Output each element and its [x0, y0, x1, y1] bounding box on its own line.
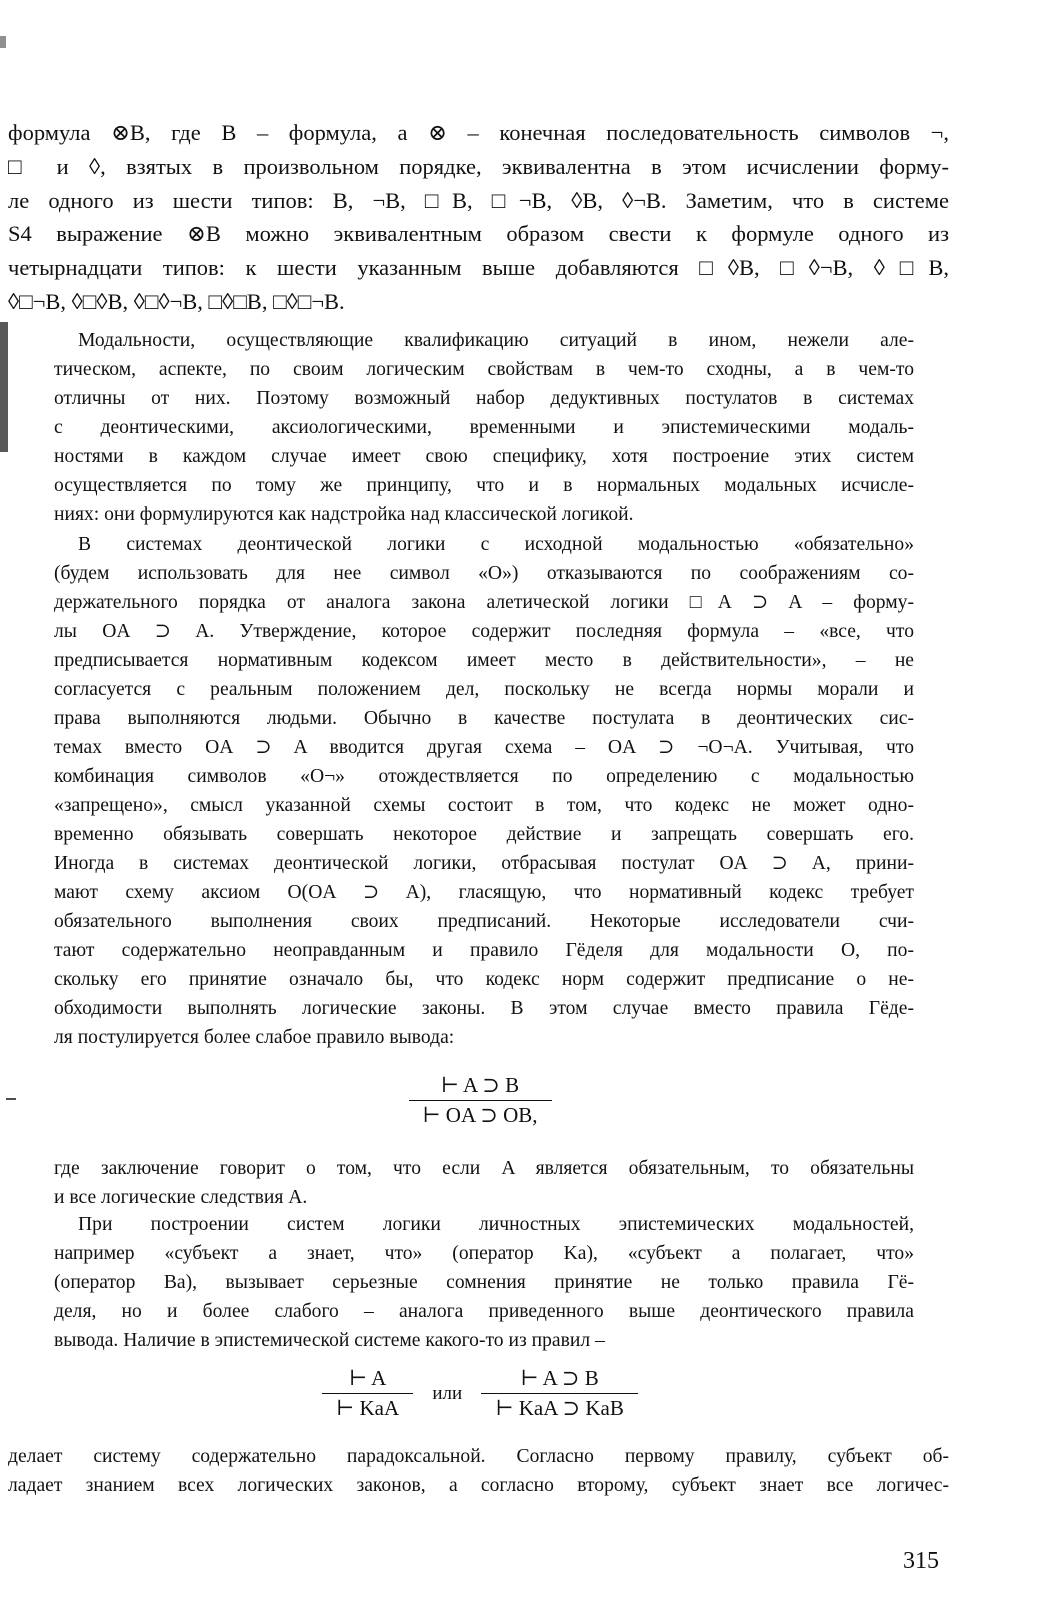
formula-inference-rule [380, 1073, 580, 1128]
fraction [409, 1073, 552, 1128]
text-line: и все логические следствия A. [54, 1187, 308, 1208]
text-line: делает систему содержательно парадоксальной. Согласно первому правилу, субъект об- [8, 1446, 949, 1467]
page-number: 315 [903, 1548, 939, 1574]
text-line: ля постулируется более слабое правило вывода: [54, 1027, 455, 1048]
text-line: тают содержательно неоправданным и правило Гёделя для модальности O, по- [54, 940, 914, 961]
formula-denominator: ⊢ OA ⊃ OB, [422, 1103, 538, 1127]
paragraph-5 [54, 1210, 914, 1355]
scan-mark-dash [6, 1098, 16, 1100]
text-line: (будем использовать для нее символ «O») отказываются по соображениям со- [54, 563, 914, 584]
fraction-left [322, 1366, 413, 1421]
text-line: временно обязывать совершать некоторое действие и запрещать совершать его. [54, 824, 914, 845]
paragraph-3 [54, 530, 914, 1052]
text-line: комбинация символов «O¬» отождествляется по определению с модальностью [54, 766, 914, 787]
text-line: держательного порядка от аналога закона алетической логики □A ⊃ A – форму- [54, 592, 914, 613]
text-line: темах вместо OA ⊃ A вводится другая схема – OA ⊃ ¬O¬A. Учитывая, что [54, 737, 914, 758]
text-line: При построении систем логики личностных эпистемических модальностей, [78, 1214, 914, 1235]
text-line: отличны от них. Поэтому возможный набор дедуктивных постулатов в системах [54, 388, 914, 409]
text-line: например «субъект a знает, что» (оператор Ka), «субъект a полагает, что» [54, 1243, 914, 1264]
paragraph-2 [54, 326, 914, 529]
scan-mark-top [0, 36, 6, 48]
paragraph-4 [54, 1154, 914, 1212]
scan-mark-left [0, 322, 8, 452]
paragraph-6 [8, 1442, 949, 1500]
fraction-right [481, 1366, 637, 1421]
text-line: Иногда в системах деонтической логики, отбрасывая постулат OA ⊃ A, прини- [54, 853, 914, 874]
text-line: мают схему аксиом O(OA ⊃ A), гласящую, что нормативный кодекс требует [54, 882, 914, 903]
text-line: ◊□¬B, ◊□◊B, ◊□◊¬B, □◊□B, □◊□¬B. [8, 288, 345, 314]
text-line: с деонтическими, аксиологическими, временными и эпистемическими модаль- [54, 417, 914, 438]
formula-numerator: ⊢ A ⊃ B [409, 1073, 552, 1101]
text-line: ле одного из шести типов: B, ¬B, □B, □¬B, ◊B, ◊¬B. Заметим, что в системе [8, 187, 949, 213]
paragraph-1 [8, 116, 949, 319]
text-line: ностями в каждом случае имеет свою специфику, хотя построение этих систем [54, 446, 914, 467]
text-line: скольку его принятие означало бы, что кодекс норм содержит предписание о не- [54, 969, 914, 990]
text-line: формула ⊗B, где B – формула, а ⊗ – конечная последовательность символов ¬, [8, 120, 949, 145]
text-line: (оператор Ba), вызывает серьезные сомнения принятие не только правила Гё- [54, 1272, 914, 1293]
text-line: тическом, аспекте, по своим логическим свойствам в чем-то сходны, а в чем-то [54, 359, 914, 380]
text-line: четырнадцати типов: к шести указанным выше добавляются □◊B, □◊¬B, ◊□B, [8, 255, 949, 281]
formula-connector: или [432, 1382, 463, 1404]
text-line: ниях: они формулируются как надстройка над классической логикой. [54, 504, 634, 525]
text-line: S4 выражение ⊗B можно эквивалентным образом свести к формуле одного из [8, 221, 949, 247]
text-line: обязательного выполнения своих предписаний. Некоторые исследователи счи- [54, 911, 914, 932]
formula-denominator: ⊢ KaA [336, 1396, 400, 1420]
text-line: где заключение говорит о том, что если A является обязательным, то обязательны [54, 1158, 914, 1179]
text-line: согласуется с реальным положением дел, поскольку не всегда нормы морали и [54, 679, 914, 700]
text-line: осуществляется по тому же принципу, что и в нормальных модальных исчисле- [54, 475, 914, 496]
text-line: деля, но и более слабого – аналога приведенного выше деонтического правила [54, 1301, 914, 1322]
text-line: вывода. Наличие в эпистемической системе какого-то из правил – [54, 1330, 605, 1351]
text-line: В системах деонтической логики с исходной модальностью «обязательно» [78, 534, 914, 555]
text-line: Модальности, осуществляющие квалификацию ситуаций в ином, нежели але- [78, 330, 914, 351]
text-line: предписывается нормативным кодексом имеет место в действительности», – не [54, 650, 914, 671]
text-line: □ и ◊, взятых в произвольном порядке, эквивалентна в этом исчислении форму- [8, 153, 949, 179]
text-line: ладает знанием всех логических законов, а согласно второму, субъект знает все логичес- [8, 1475, 949, 1496]
formula-numerator: ⊢ A ⊃ B [481, 1366, 637, 1394]
text-line: права выполняются людьми. Обычно в качестве постулата в деонтических сис- [54, 708, 914, 729]
text-line: обходимости выполнять логические законы. В этом случае вместо правила Гёде- [54, 998, 914, 1019]
text-line: лы OA ⊃ A. Утверждение, которое содержит последняя формула – «все, что [54, 621, 914, 642]
formula-numerator: ⊢ A [322, 1366, 413, 1394]
formula-denominator: ⊢ KaA ⊃ KaB [495, 1396, 624, 1420]
text-line: «запрещено», смысл указанной схемы состоит в том, что кодекс не может одно- [54, 795, 914, 816]
formula-epistemic-rules [290, 1366, 670, 1421]
